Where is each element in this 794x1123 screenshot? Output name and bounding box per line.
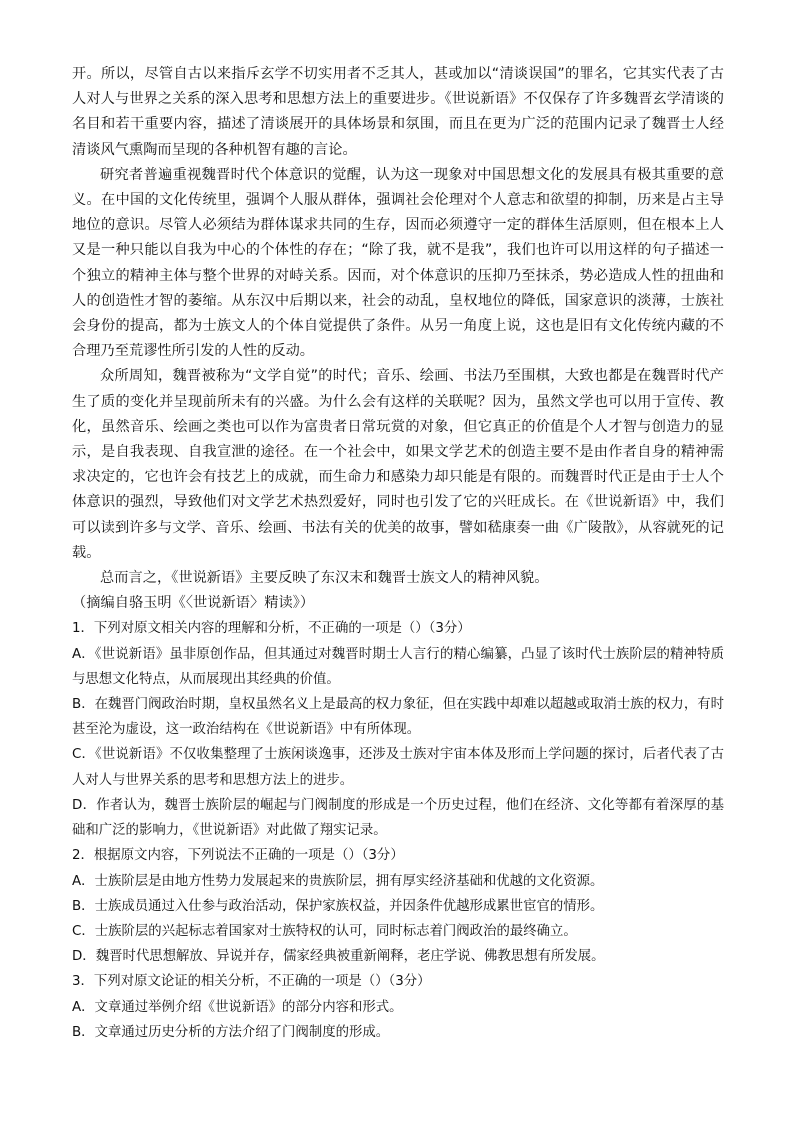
question-3-option-b: B．文章通过历史分析的方法介绍了门阀制度的形成。 bbox=[72, 1024, 390, 1040]
article-paragraph-2: 研究者普遍重视魏晋时代个体意识的觉醒，认为这一现象对中国思想文化的发展具有极其重要的意义。在中国的文化传统里，强调个人服从群体，强调社会伦理对个人意志和欲望的抑制，历来是占主导地位的意识。尽管人必须结为群体谋求共同的生存，因而必须遵守一定的群体生活原则，但在根本上人又是一种只能以自我为中心的个体性的存在；“除了我，就不是我”，我们也许可以用这样的句子描述一个独立的精神主体与整个世界的对峙关系。因而，对个体意识的压抑乃至抹杀，势必造成人性的扭曲和人的创造性才智的萎缩。从东汉中后期以来，社会的动乱，皇权地位的降低，国家意识的淡薄，士族社会身份的提高，都为士族文人的个体自觉提供了条件。从另一角度上说，这也是旧有文化传统内藏的不合理乃至荒谬性所引发的人性的反动。 bbox=[72, 166, 724, 360]
question-3-option-a: A．文章通过举例介绍《世说新语》的部分内容和形式。 bbox=[72, 999, 403, 1015]
question-1-option-c: C．《世说新语》不仅收集整理了士族闲谈逸事，还涉及士族对宇宙本体及形而上学问题的探讨，后者代表了古人对人与世界关系的思考和思想方法上的进步。 bbox=[72, 747, 724, 788]
question-3 bbox=[72, 969, 724, 1045]
question-1-option-a: A．《世说新语》虽非原创作品，但其通过对魏晋时期士人言行的精心编纂，凸显了该时代士族阶层的精神特质与思想文化特点，从而展现出其经典的价值。 bbox=[72, 646, 724, 687]
question-1-stem: 1．下列对原文相关内容的理解和分析，不正确的一项是（）（3分） bbox=[72, 621, 471, 637]
question-1 bbox=[72, 616, 724, 843]
article-body bbox=[72, 62, 724, 616]
question-2 bbox=[72, 843, 724, 969]
question-2-option-c: C．士族阶层的兴起标志着国家对士族特权的认可，同时标志着门阀政治的最终确立。 bbox=[72, 923, 577, 939]
question-2-option-d: D．魏晋时代思想解放、异说并存，儒家经典被重新阐释，老庄学说、佛教思想有所发展。 bbox=[72, 949, 605, 965]
article-paragraph-4: 总而言之，《世说新语》主要反映了东汉末和魏晋士族文人的精神风貌。 bbox=[100, 570, 549, 587]
document-page bbox=[72, 62, 724, 1045]
question-2-option-b: B．士族成员通过入仕参与政治活动，保护家族权益，并因条件优越形成累世宦官的情形。 bbox=[72, 898, 604, 914]
question-1-option-d: D．作者认为，魏晋士族阶层的崛起与门阀制度的形成是一个历史过程，他们在经济、文化等都有着深厚的基础和广泛的影响力，《世说新语》对此做了翔实记录。 bbox=[72, 797, 724, 839]
question-2-stem: 2．根据原文内容，下列说法不正确的一项是（）（3分） bbox=[72, 848, 404, 864]
question-2-option-a: A．士族阶层是由地方性势力发展起来的贵族阶层，拥有厚实经济基础和优越的文化资源。 bbox=[72, 873, 604, 889]
article-source: （摘编自骆玉明《〈世说新语〉精读》） bbox=[72, 595, 315, 612]
question-1-option-b: B．在魏晋门阀政治时期，皇权虽然名义上是最高的权力象征，但在实践中却难以超越或取消士族的权力，有时甚至沦为虚设，这一政治结构在《世说新语》中有所体现。 bbox=[72, 697, 724, 738]
article-paragraph-3: 众所周知，魏晋被称为“文学自觉”的时代；音乐、绘画、书法乃至围棋，大致也都是在魏晋时代产生了质的变化并呈现前所未有的兴盛。为什么会有这样的关联呢？因为，虽然文学也可以用于宣传、教化，虽然音乐、绘画之类也可以作为富贵者日常玩赏的对象，但它真正的价值是个人才智与创造力的显示，是自我表现、自我宣泄的途径。在一个社会中，如果文学艺术的创造主要不是由作者自身的精神需求决定的，它也许会有技艺上的成就，而生命力和感染力却只能是有限的。而魏晋时代正是由于士人个体意识的强烈，导致他们对文学艺术热烈爱好，同时也引发了它的兴旺成长。在《世说新语》中，我们可以读到许多与文学、音乐、绘画、书法有关的优美的故事，譬如嵇康奏一曲《广陵散》，从容就死的记载。 bbox=[72, 368, 724, 561]
question-3-stem: 3．下列对原文论证的相关分析，不正确的一项是（）（3分） bbox=[72, 974, 431, 990]
article-paragraph-1: 开。所以，尽管自古以来指斥玄学不切实用者不乏其人，甚或加以“清谈误国”的罪名，它其实代表了古人对人与世界之关系的深入思考和思想方法上的重要进步。《世说新语》不仅保存了许多魏晋玄学清谈的名目和若干重要内容，描述了清谈展开的具体场景和氛围，而且在更为广泛的范围内记录了魏晋士人经清谈风气熏陶而呈现的各种机智有趣的言论。 bbox=[72, 66, 724, 158]
